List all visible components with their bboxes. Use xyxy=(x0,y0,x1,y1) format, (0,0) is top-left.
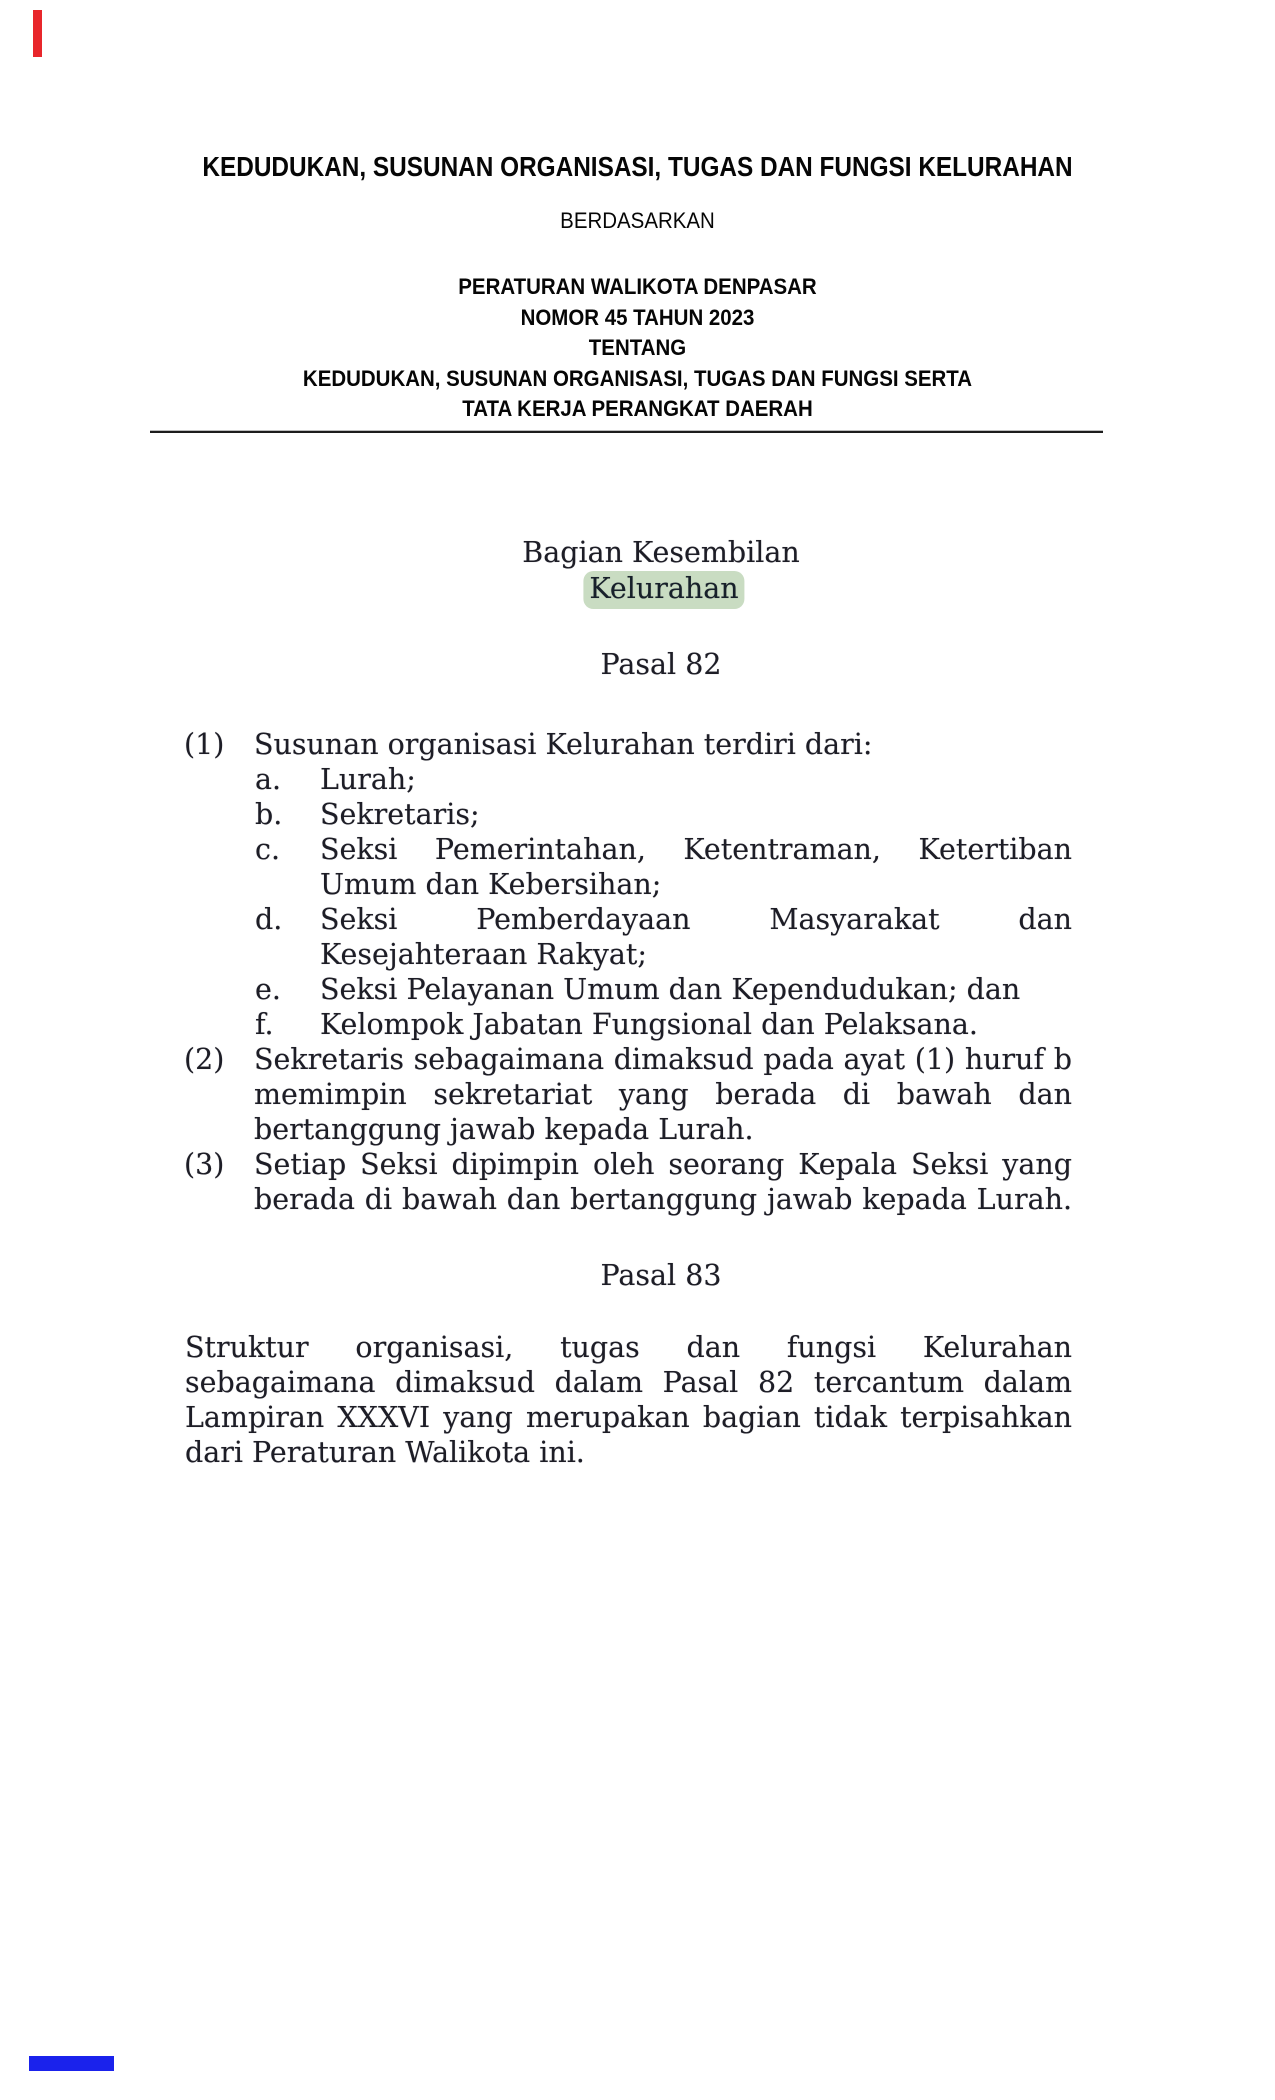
regulation-heading xyxy=(0,272,1275,425)
list-item-continuation xyxy=(184,1112,1076,1147)
item-marker: f. xyxy=(255,1008,274,1041)
item-marker: (1) xyxy=(184,728,225,761)
pasal-82-heading: Pasal 82 xyxy=(600,648,722,681)
section-part-heading: Bagian Kesembilan xyxy=(522,536,800,569)
item-text: memimpin sekretariat yang berada di bawah dan xyxy=(254,1078,1072,1111)
paragraph-line: dari Peraturan Walikota ini. xyxy=(185,1436,585,1469)
list-item xyxy=(184,762,1076,797)
item-text: bertanggung jawab kepada Lurah. xyxy=(254,1113,754,1146)
regulation-line: TATA KERJA PERANGKAT DAERAH xyxy=(462,396,813,421)
item-marker: d. xyxy=(255,903,283,936)
list-item-continuation xyxy=(184,937,1076,972)
list-item xyxy=(184,832,1076,867)
paragraph-line: Struktur organisasi, tugas dan fungsi Kelurahan xyxy=(185,1331,1072,1364)
regulation-line: TENTANG xyxy=(588,335,687,360)
item-text: Sekretaris sebagaimana dimaksud pada ayat (1) huruf b xyxy=(254,1043,1072,1076)
item-text: Seksi Pemberdayaan Masyarakat dan xyxy=(320,903,1072,936)
list-item-continuation xyxy=(184,867,1076,902)
list-item xyxy=(184,1147,1076,1182)
item-marker: b. xyxy=(255,798,283,831)
paragraph-line: sebagaimana dimaksud dalam Pasal 82 tercantum dalam xyxy=(185,1366,1072,1399)
pasal-83-body xyxy=(185,1330,1072,1470)
item-text: Seksi Pelayanan Umum dan Kependudukan; dan xyxy=(320,973,1021,1006)
scan-mark-blue-icon xyxy=(29,2056,114,2071)
list-item-continuation xyxy=(184,1077,1076,1112)
item-text: Sekretaris; xyxy=(320,798,480,831)
item-text: Kesejahteraan Rakyat; xyxy=(320,938,647,971)
document-title: KEDUDUKAN, SUSUNAN ORGANISASI, TUGAS DAN FUNGSI KELURAHAN xyxy=(202,151,1073,182)
header-divider xyxy=(150,431,1103,433)
item-text: Kelompok Jabatan Fungsional dan Pelaksana. xyxy=(320,1008,978,1041)
pasal-83-heading: Pasal 83 xyxy=(600,1259,722,1292)
list-item xyxy=(184,972,1076,1007)
item-marker: e. xyxy=(255,973,281,1006)
item-text: Setiap Seksi dipimpin oleh seorang Kepala Seksi yang xyxy=(254,1148,1072,1181)
list-item xyxy=(184,1007,1076,1042)
basis-label: BERDASARKAN xyxy=(560,208,715,233)
list-item-continuation xyxy=(184,1182,1076,1217)
item-text: Lurah; xyxy=(320,763,416,796)
highlighted-section-name: Kelurahan xyxy=(583,571,744,609)
regulation-line: NOMOR 45 TAHUN 2023 xyxy=(520,304,755,330)
regulation-line: PERATURAN WALIKOTA DENPASAR xyxy=(458,274,817,299)
pasal-82-body xyxy=(184,727,1076,1217)
scan-mark-red-icon xyxy=(33,10,42,57)
item-marker: (2) xyxy=(184,1043,225,1076)
list-item xyxy=(184,1042,1076,1077)
item-marker: c. xyxy=(255,833,281,866)
list-item xyxy=(184,727,1076,762)
item-text: berada di bawah dan bertanggung jawab kepada Lurah. xyxy=(254,1183,1072,1216)
list-item xyxy=(184,797,1076,832)
item-text: Susunan organisasi Kelurahan terdiri dari: xyxy=(254,728,873,761)
list-item xyxy=(184,902,1076,937)
regulation-line: KEDUDUKAN, SUSUNAN ORGANISASI, TUGAS DAN FUNGSI SERTA xyxy=(302,365,973,391)
paragraph-line: Lampiran XXXVI yang merupakan bagian tidak terpisahkan xyxy=(185,1401,1072,1434)
item-text: Umum dan Kebersihan; xyxy=(320,868,662,901)
item-marker: (3) xyxy=(184,1148,225,1181)
item-text: Seksi Pemerintahan, Ketentraman, Ketertiban xyxy=(320,833,1072,866)
item-marker: a. xyxy=(255,763,282,796)
section-name-highlight xyxy=(583,571,744,609)
